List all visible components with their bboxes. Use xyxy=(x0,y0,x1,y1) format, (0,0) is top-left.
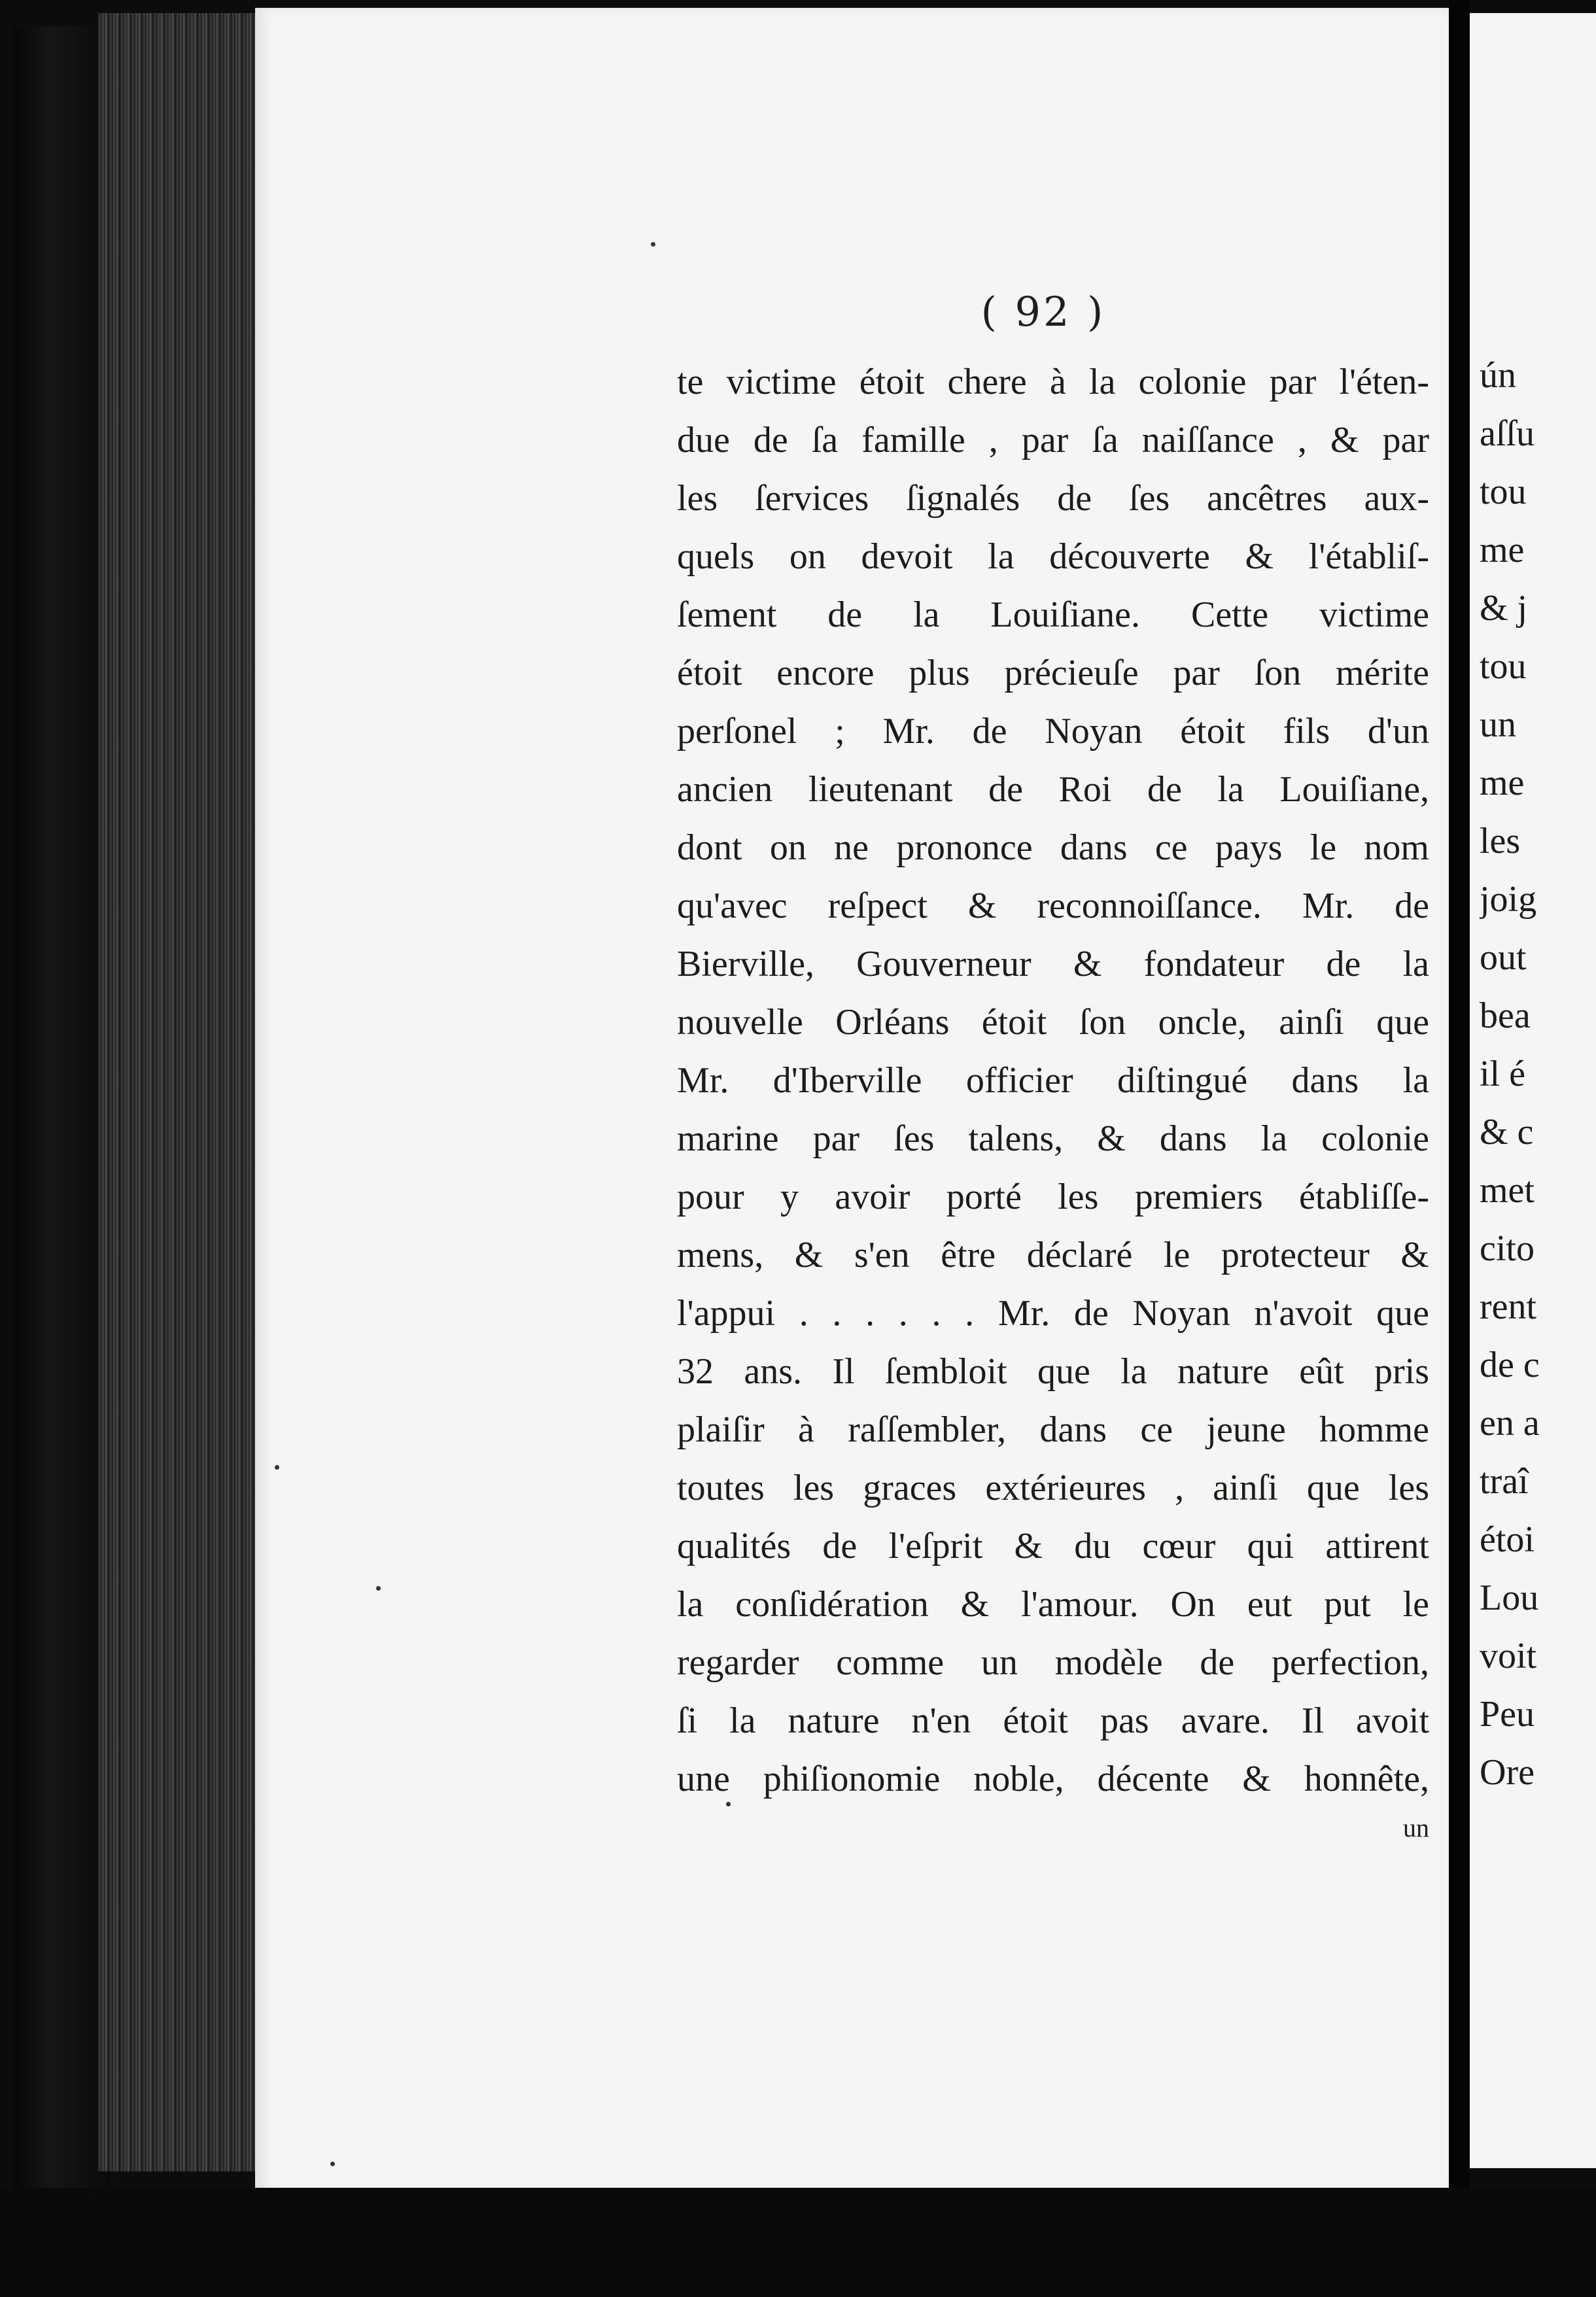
catchword: un xyxy=(1403,1813,1429,1842)
book-fore-edge xyxy=(98,13,274,2171)
facing-text-line: les xyxy=(1480,821,1521,861)
text-line: perſonel ; Mr. de Noyan étoit fils d'un xyxy=(677,711,1429,751)
text-line: toutes les graces extérieures , ainſi que les xyxy=(677,1468,1429,1508)
text-line: mens, & s'en être déclaré le protecteur & xyxy=(677,1235,1429,1275)
facing-text-line: Peu xyxy=(1480,1694,1535,1735)
text-line: Mr. d'Iberville officier diſtingué dans la xyxy=(677,1060,1429,1101)
text-line: Bierville, Gouverneur & fondateur de la xyxy=(677,944,1429,984)
facing-text-line: out xyxy=(1480,937,1527,978)
paper-speck xyxy=(376,1586,381,1591)
book-gutter xyxy=(1449,0,1470,2198)
text-line: une phiſionomie noble, décente & honnête, xyxy=(677,1759,1429,1799)
text-line: pour y avoir porté les premiers établiſſe- xyxy=(677,1177,1429,1217)
text-line: dont on ne prononce dans ce pays le nom xyxy=(677,827,1429,868)
text-line: la conſidération & l'amour. On eut put le xyxy=(677,1584,1429,1625)
facing-text-line: traî xyxy=(1480,1461,1529,1502)
facing-text-line: étoi xyxy=(1480,1519,1535,1560)
text-line: regarder comme un modèle de perfection, xyxy=(677,1642,1429,1683)
facing-text-line: aſſu xyxy=(1480,413,1535,454)
page-number: ( 92 ) xyxy=(980,288,1106,336)
text-line: te victime étoit chere à la colonie par l'éten- xyxy=(677,362,1429,402)
paper-speck xyxy=(726,1802,731,1806)
facing-text-line: Lou xyxy=(1480,1578,1539,1618)
book-shadow xyxy=(13,26,111,2250)
body-text xyxy=(677,353,1429,1848)
facing-text-line: me xyxy=(1480,763,1525,803)
facing-text-line: Ore xyxy=(1480,1752,1535,1793)
text-line: nouvelle Orléans étoit ſon oncle, ainſi que xyxy=(677,1002,1429,1043)
text-line: quels on devoit la découverte & l'établiſ- xyxy=(677,536,1429,577)
facing-text-line: il é xyxy=(1480,1054,1525,1094)
facing-text-line: cito xyxy=(1480,1228,1535,1269)
text-line: ancien lieutenant de Roi de la Louiſiane, xyxy=(677,769,1429,810)
paper-speck xyxy=(651,242,655,247)
facing-text-line: rent xyxy=(1480,1287,1537,1327)
facing-text-line: voit xyxy=(1480,1636,1537,1676)
facing-text-line: joig xyxy=(1480,879,1537,920)
facing-text-line: ún xyxy=(1480,355,1516,396)
facing-page-text xyxy=(1480,347,1596,1802)
text-line: qu'avec reſpect & reconnoiſſance. Mr. de xyxy=(677,886,1429,926)
facing-text-line: tou xyxy=(1480,472,1527,512)
text-line: due de ſa famille , par ſa naiſſance , & par xyxy=(677,420,1429,460)
paper-speck xyxy=(330,2162,335,2166)
text-line: ſement de la Louiſiane. Cette victime xyxy=(677,595,1429,635)
facing-text-line: en a xyxy=(1480,1403,1540,1443)
facing-text-line: met xyxy=(1480,1170,1535,1211)
text-line: plaiſir à raſſembler, dans ce jeune homme xyxy=(677,1409,1429,1450)
facing-text-line: de c xyxy=(1480,1345,1540,1385)
scan-border-bottom xyxy=(0,2188,1596,2297)
facing-text-line: bea xyxy=(1480,995,1531,1036)
text-line: qualités de l'eſprit & du cœur qui attirent xyxy=(677,1526,1429,1566)
text-line: 32 ans. Il ſembloit que la nature eût pris xyxy=(677,1351,1429,1392)
text-line: marine par ſes talens, & dans la colonie xyxy=(677,1118,1429,1159)
text-line: les ſervices ſignalés de ſes ancêtres aux- xyxy=(677,478,1429,519)
text-line: l'appui . . . . . . Mr. de Noyan n'avoit que xyxy=(677,1293,1429,1334)
facing-text-line: tou xyxy=(1480,646,1527,687)
text-line: étoit encore plus précieuſe par ſon mérite xyxy=(677,653,1429,693)
facing-text-line: & c xyxy=(1480,1112,1534,1152)
text-line: ſi la nature n'en étoit pas avare. Il avoit xyxy=(677,1701,1429,1741)
facing-text-line: & j xyxy=(1480,588,1528,629)
facing-text-line: un xyxy=(1480,704,1516,745)
paper-speck xyxy=(275,1465,279,1470)
facing-text-line: me xyxy=(1480,530,1525,570)
